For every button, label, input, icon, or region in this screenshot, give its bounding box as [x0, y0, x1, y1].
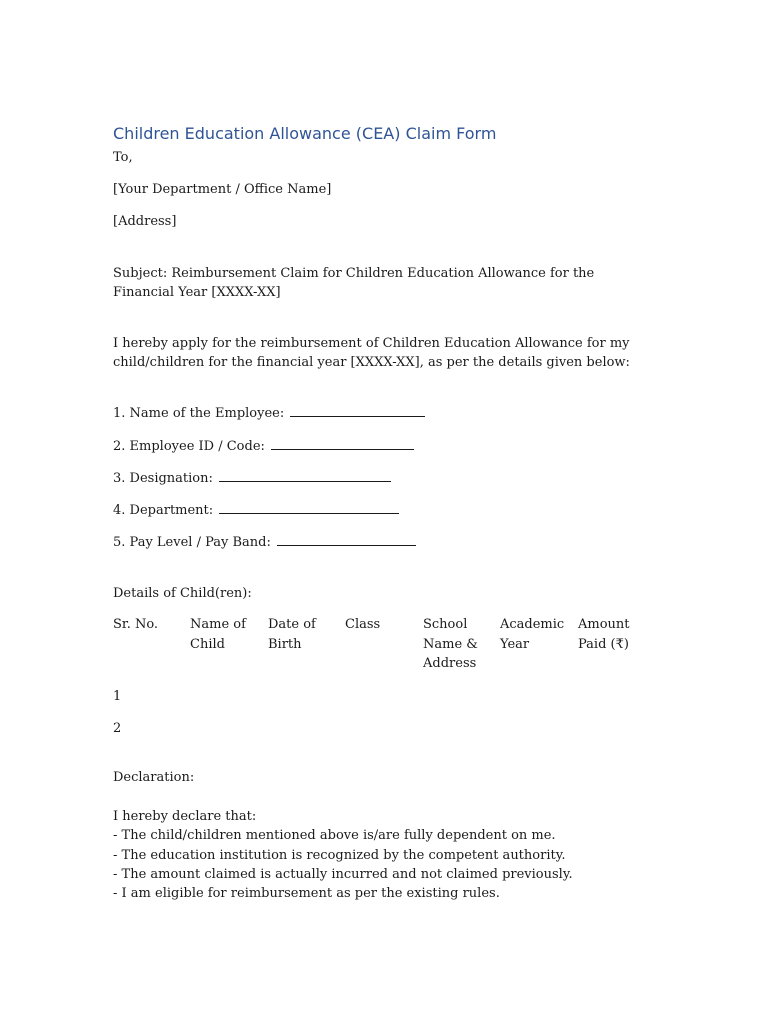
field-employee-name	[113, 404, 425, 423]
table-header-school: School Name & Address	[423, 617, 478, 671]
designation-blank[interactable]	[219, 469, 391, 482]
intro-paragraph: I hereby apply for the reimbursement of Children Education Allowance for my child/children for the financial year [XXXX-XX], as per the details given below:	[113, 336, 630, 370]
field-pay-level	[113, 533, 416, 552]
to-line: To,	[113, 150, 133, 165]
employee-id-blank[interactable]	[271, 437, 414, 450]
field-label: 5. Pay Level / Pay Band:	[113, 535, 271, 550]
table-row: 2	[113, 721, 122, 736]
table-header-dob: Date of Birth	[268, 617, 316, 652]
declaration-item: - I am eligible for reimbursement as per the existing rules.	[113, 886, 500, 902]
declaration-block	[113, 807, 573, 903]
table-header-name: Name of Child	[190, 617, 246, 652]
pay-level-blank[interactable]	[277, 533, 416, 546]
declaration-heading: Declaration:	[113, 770, 195, 785]
table-header-sr-no: Sr. No.	[113, 617, 159, 632]
declaration-item: - The child/children mentioned above is/are fully dependent on me.	[113, 828, 556, 844]
children-heading: Details of Child(ren):	[113, 586, 252, 601]
field-department	[113, 501, 399, 520]
address-placeholder: [Address]	[113, 214, 177, 229]
declaration-item: - The education institution is recognized by the competent authority.	[113, 847, 566, 863]
field-label: 2. Employee ID / Code:	[113, 439, 265, 454]
employee-name-blank[interactable]	[290, 404, 425, 417]
field-employee-id	[113, 437, 414, 456]
subject-line: Subject: Reimbursement Claim for Children Education Allowance for the Financial Year [XXXX-XX]	[113, 266, 595, 300]
department-blank[interactable]	[219, 501, 399, 514]
declaration-item: - The amount claimed is actually incurred and not claimed previously.	[113, 866, 573, 882]
field-designation	[113, 469, 391, 488]
table-header-amount: Amount Paid (₹)	[578, 617, 630, 652]
declaration-intro: I hereby declare that:	[113, 809, 257, 824]
table-header-academic-year: Academic Year	[500, 617, 565, 652]
form-title: Children Education Allowance (CEA) Claim Form	[113, 124, 497, 143]
table-row: 1	[113, 689, 122, 704]
table-header-class: Class	[345, 617, 381, 632]
field-label: 4. Department:	[113, 503, 214, 518]
field-label: 3. Designation:	[113, 471, 213, 486]
field-label: 1. Name of the Employee:	[113, 406, 285, 421]
department-placeholder: [Your Department / Office Name]	[113, 182, 332, 197]
